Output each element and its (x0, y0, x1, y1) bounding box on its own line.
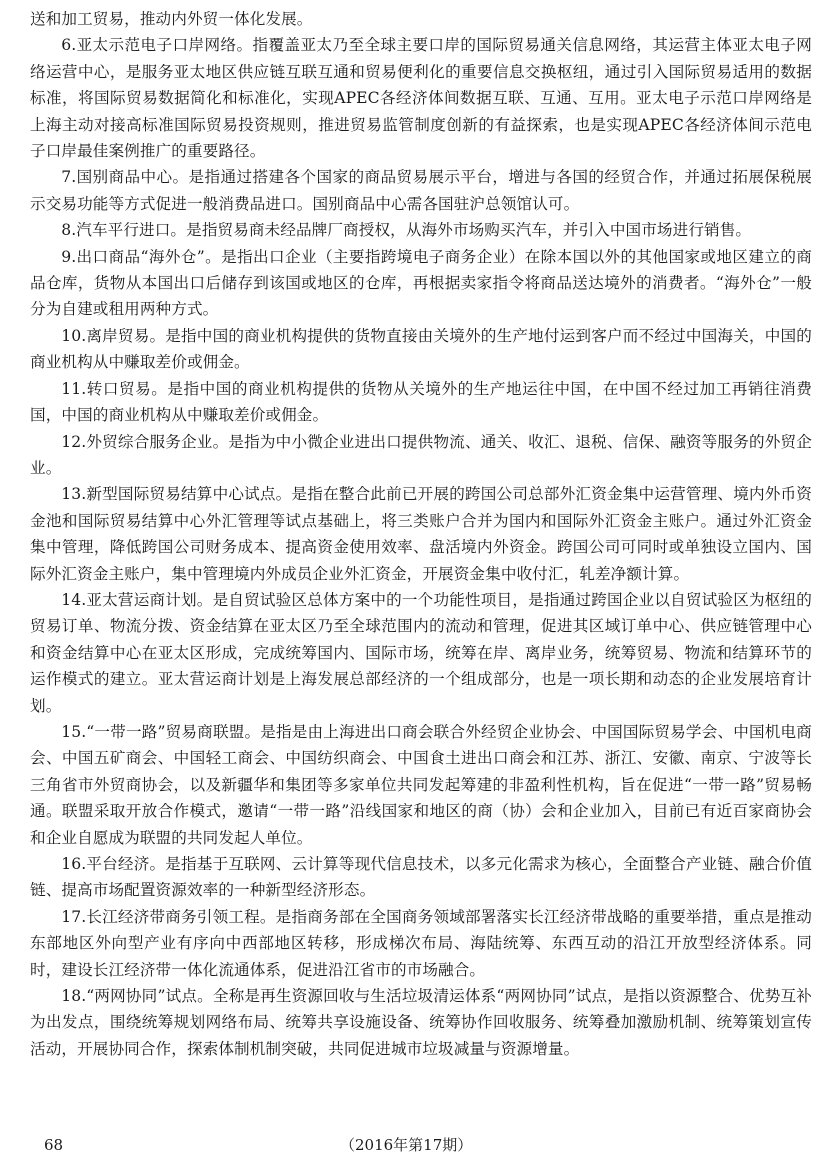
paragraph-item-15: 15.“一带一路”贸易商联盟。是指是由上海进出口商会联合外经贸企业协会、中国国际贸易学会、中国机电商会、中国五矿商会、中国轻工商会、中国纺织商会、中国食土进出口商会和江苏、浙江、安徽、南京、宁波等长三角省市外贸商协会，以及新疆华和集团等多家单位共同发起筹建的非盈利性机构，旨在促进“一带一路”贸易畅通。联盟采取开放合作模式，邀请“一带一路”沿线国家和地区的商（协）会和企业加入，目前已有近百家商协会和企业自愿成为联盟的共同发起人单位。 (30, 722, 812, 847)
paragraph-item-6: 6.亚太示范电子口岸网络。指覆盖亚太乃至全球主要口岸的国际贸易通关信息网络，其运营主体亚太电子网络运营中心，是服务亚太地区供应链互联互通和贸易便利化的重要信息交换枢纽，通过引入国际贸易适用的数据标准，将国际贸易数据简化和标准化，实现APEC各经济体间数据互联、互通、互用。亚太电子示范口岸网络是上海主动对接高标准国际贸易投资规则，推进贸易监管制度创新的有益探索，也是实现APEC各经济体间示范电子口岸最佳案例推广的重要路径。 (30, 36, 812, 161)
page-number: 68 (44, 1136, 64, 1154)
paragraph-item-16: 16.平台经济。是指基于互联网、云计算等现代信息技术，以多元化需求为核心，全面整合产业链、融合价值链、提高市场配置资源效率的一种新型经济形态。 (30, 855, 812, 900)
paragraph-item-11: 11.转口贸易。是指中国的商业机构提供的货物从关境外的生产地运往中国，在中国不经过加工再销往消费国，中国的商业机构从中赚取差价或佣金。 (30, 379, 812, 425)
paragraph-item-17: 17.长江经济带商务引领工程。是指商务部在全国商务领域部署落实长江经济带战略的重要举措，重点是推动东部地区外向型产业有序向中西部地区转移，形成梯次布局、海陆统筹、东西互动的沿江开放型经济体系。同时，建设长江经济带一体化流通体系，促进沿江省市的市场融合。 (30, 907, 812, 979)
paragraph-item-12: 12.外贸综合服务企业。是指为中小微企业进出口提供物流、通关、收汇、退税、信保、融资等服务的外贸企业。 (30, 432, 812, 477)
document-body (30, 6, 812, 1062)
issue-label: （2016年第17期） (340, 1136, 473, 1154)
paragraph-item-10: 10.离岸贸易。是指中国的商业机构提供的货物直接由关境外的生产地付运到客户而不经过中国海关，中国的商业机构从中赚取差价或佣金。 (30, 326, 812, 372)
paragraph-item-14: 14.亚太营运商计划。是自贸试验区总体方案中的一个功能性项目，是指通过跨国企业以自贸试验区为枢纽的贸易订单、物流分拨、资金结算在亚太区乃至全球范围内的流动和管理，促进其区域订单中心、供应链管理中心和资金结算中心在亚太区形成，完成统筹国内、国际市场，统筹在岸、离岸业务，统筹贸易、物流和结算环节的运作模式的建立。亚太营运商计划是上海发展总部经济的一个组成部分，也是一项长期和动态的企业发展培育计划。 (30, 590, 812, 715)
paragraph-item-9: 9.出口商品“海外仓”。是指出口企业（主要指跨境电子商务企业）在除本国以外的其他国家或地区建立的商品仓库，货物从本国出口后储存到该国或地区的仓库，再根据卖家指令将商品送达境外的消费者。“海外仓”一般分为自建或租用两种方式。 (30, 247, 812, 319)
paragraph-item-7: 7.国别商品中心。是指通过搭建各个国家的商品贸易展示平台，增进与各国的经贸合作，并通过拓展保税展示交易功能等方式促进一般消费品进口。国别商品中心需各国驻沪总领馆认可。 (30, 168, 812, 213)
paragraph-item-18: 18.“两网协同”试点。全称是再生资源回收与生活垃圾清运体系“两网协同”试点，是指以资源整合、优势互补为出发点，围绕统筹规划网络布局、统筹共享设施设备、统筹协作回收服务、统筹叠加激励机制、统筹策划宣传活动，开展协同合作，探索体制机制突破，共同促进城市垃圾减量与资源增量。 (30, 987, 812, 1058)
paragraph-item-13: 13.新型国际贸易结算中心试点。是指在整合此前已开展的跨国公司总部外汇资金集中运营管理、境内外币资金池和国际贸易结算中心外汇管理等试点基础上，将三类账户合并为国内和国际外汇资金主账户。通过外汇资金集中管理，降低跨国公司财务成本、提高资金使用效率、盘活境内外资金。跨国公司可同时或单独设立国内、国际外汇资金主账户，集中管理境内外成员企业外汇资金，开展资金集中收付汇，轧差净额计算。 (30, 485, 812, 583)
paragraph-item-8: 8.汽车平行进口。是指贸易商未经品牌厂商授权，从海外市场购买汽车，并引入中国市场进行销售。 (61, 221, 752, 240)
page-footer (0, 1132, 827, 1158)
paragraph-continuation: 送和加工贸易，推动内外贸一体化发展。 (30, 10, 313, 28)
